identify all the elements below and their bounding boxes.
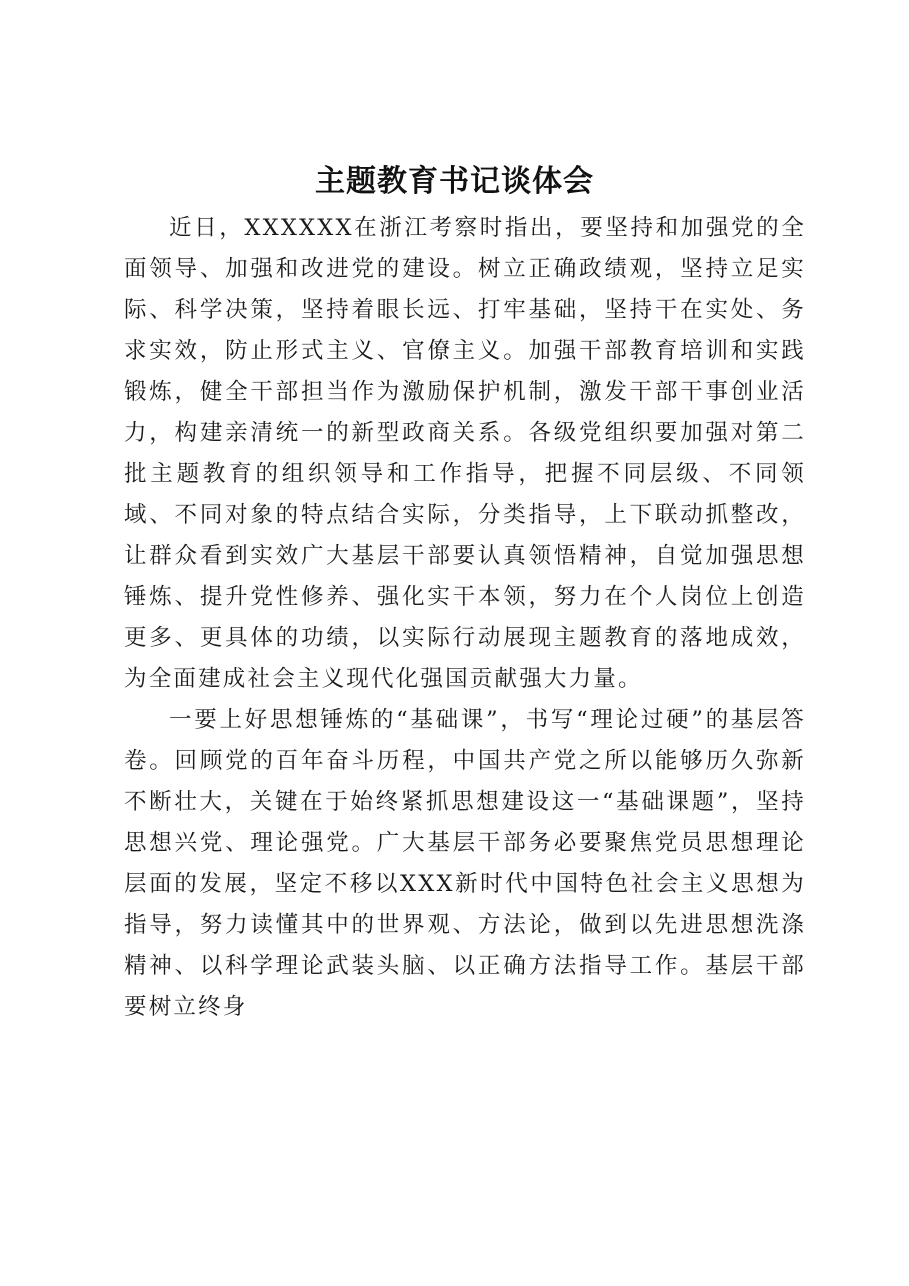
document-body (124, 208, 806, 1028)
paragraph-point-one: 一要上好思想锤炼的“基础课”，书写“理论过硬”的基层答卷。回顾党的百年奋斗历程，中国共产党之所以能够历久弥新不断壮大，关键在于始终紧抓思想建设这一“基础课题”，坚持思想兴党、理论强党。广大基层干部务必要聚焦党员思想理论层面的发展，坚定不移以XXX新时代中国特色社会主义思想为指导，努力读懂其中的世界观、方法论，做到以先进思想洗涤精神、以科学理论武装头脑、以正确方法指导工作。基层干部要树立终身 (124, 707, 806, 1020)
document-title: 主题教育书记谈体会 (315, 164, 594, 199)
paragraph-intro: 近日，XXXXXX在浙江考察时指出，要坚持和加强党的全面领导、加强和改进党的建设。树立正确政绩观，坚持立足实际、科学决策，坚持着眼长远、打牢基础，坚持干在实处、务求实效，防止形式主义、官僚主义。加强干部教育培训和实践锻炼，健全干部担当作为激励保护机制，激发干部干事创业活力，构建亲清统一的新型政商关系。各级党组织要加强对第二批主题教育的组织领导和工作指导，把握不同层级、不同领域、不同对象的特点结合实际，分类指导，上下联动抓整改，让群众看到实效广大基层干部要认真领悟精神，自觉加强思想锤炼、提升党性修养、强化实干本领，努力在个人岗位上创造更多、更具体的功绩，以实际行动展现主题教育的落地成效，为全面建成社会主义现代化强国贡献强大力量。 (124, 215, 806, 692)
